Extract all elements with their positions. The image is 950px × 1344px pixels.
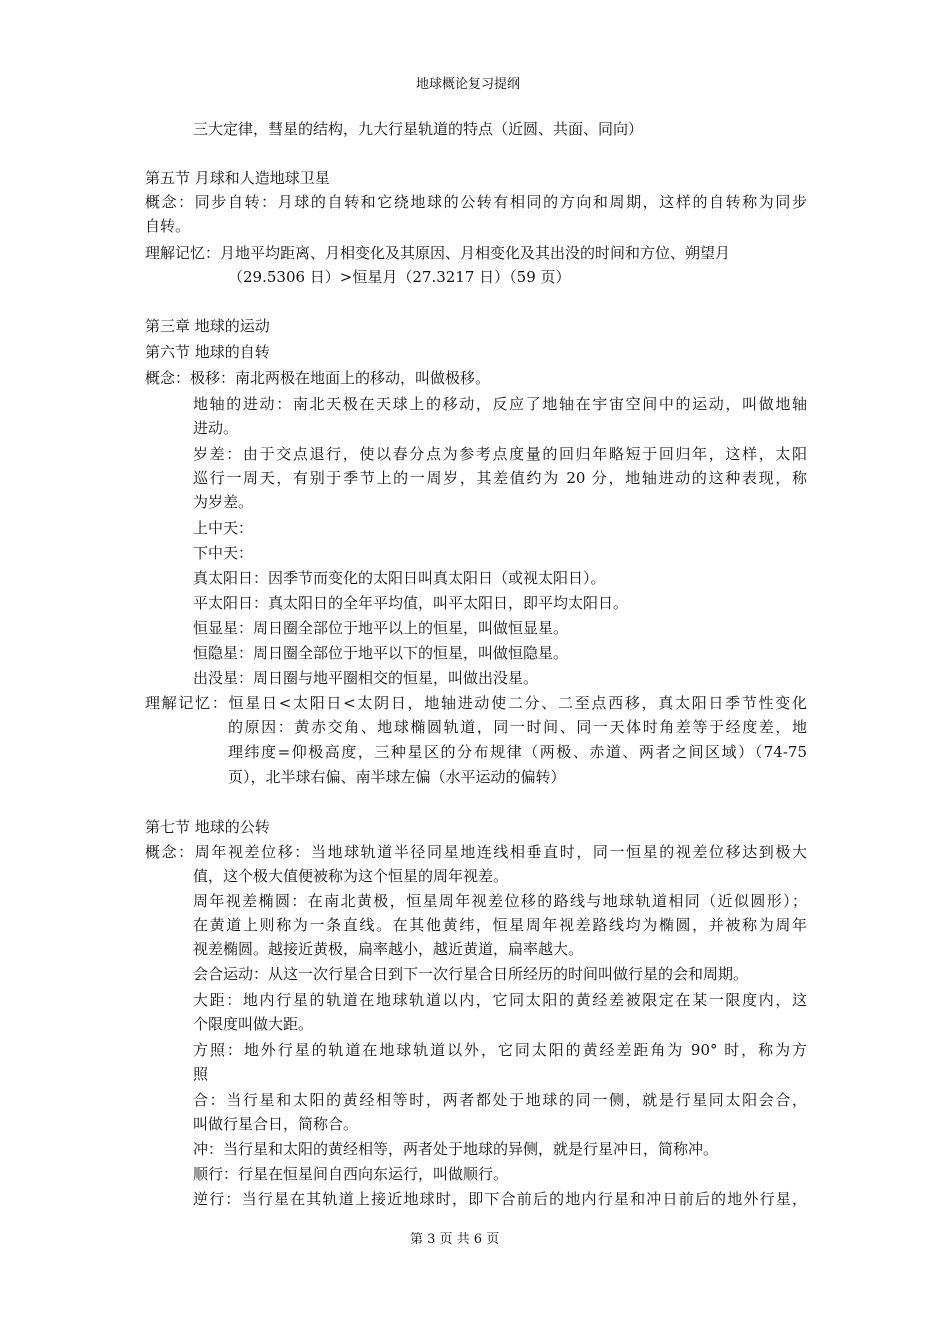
text-line: 视差椭圆。越接近黄极，扁率越小，越近黄道，扁率越大。 bbox=[193, 940, 584, 958]
text-line: 自转。 bbox=[145, 217, 191, 235]
text-line: 逆行：当行星在其轨道上接近地球时，即下合前后的地内行星和冲日前后的地外行星， bbox=[193, 1190, 807, 1208]
text-line: 概念：同步自转：月球的自转和它绕地球的公转有相同的方向和周期，这样的自转称为同步 bbox=[145, 193, 807, 211]
text-line: 在黄道上则称为一条直线。在其他黄纬，恒星周年视差路线均为椭圆，并被称为周年 bbox=[193, 916, 807, 934]
section-heading: 第五节 月球和人造地球卫星 bbox=[145, 169, 330, 187]
text-line: 巡行一周天，有别于季节上的一周岁，其差值约为 20 分，地轴进动的这种表现，称 bbox=[193, 469, 807, 487]
text-line: 概念：周年视差位移：当地球轨道半径同星地连线相垂直时，同一恒星的视差位移达到极大 bbox=[145, 843, 807, 861]
text-line: 为岁差。 bbox=[193, 493, 254, 511]
page-footer: 第 3 页 共 6 页 bbox=[410, 1232, 500, 1247]
text-line: 顺行：行星在恒星间自西向东运行，叫做顺行。 bbox=[193, 1165, 509, 1183]
text-line: 真太阳日：因季节而变化的太阳日叫真太阳日（或视太阳日）。 bbox=[193, 569, 606, 587]
text-line: 叫做行星合日，简称合。 bbox=[193, 1115, 359, 1133]
text-line: 下中天： bbox=[193, 544, 254, 562]
text-line: 出没星：周日圈与地平圈相交的恒星，叫做出没星。 bbox=[193, 669, 539, 687]
text-line: 冲：当行星和太阳的黄经相等，两者处于地球的异侧，就是行星冲日，简称冲。 bbox=[193, 1140, 719, 1158]
text-line: 三大定律，彗星的结构，九大行星轨道的特点（近圆、共面、同向） bbox=[193, 120, 644, 138]
text-line: 页），北半球右偏、南半球左偏（水平运动的偏转） bbox=[228, 768, 566, 786]
text-line: 大距：地内行星的轨道在地球轨道以内，它同太阳的黄经差被限定在某一限度内，这 bbox=[193, 991, 807, 1009]
text-line: 理解记忆：恒星日<太阳日<太阴日，地轴进动使二分、二至点西移，真太阳日季节性变化 bbox=[145, 694, 807, 712]
text-line: 理纬度=仰极高度，三种星区的分布规律（两极、赤道、两者之间区域）（74-75 bbox=[228, 743, 807, 761]
text-line: 地轴的进动：南北天极在天球上的移动，反应了地轴在宇宙空间中的运动，叫做地轴 bbox=[193, 395, 807, 413]
page-header: 地球概论复习提纲 bbox=[416, 77, 521, 92]
text-line: 平太阳日：真太阳日的全年平均值，叫平太阳日，即平均太阳日。 bbox=[193, 594, 629, 612]
text-line: （29.5306 日）>恒星月（27.3217 日）（59 页） bbox=[228, 268, 571, 286]
text-line: 上中天： bbox=[193, 519, 254, 537]
text-line: 照 bbox=[193, 1065, 209, 1083]
text-line: 的原因：黄赤交角、地球椭圆轨道，同一时间、同一天体时角差等于经度差，地 bbox=[228, 718, 807, 736]
text-line: 方照：地外行星的轨道在地球轨道以外，它同太阳的黄经差距角为 90° 时，称为方 bbox=[193, 1041, 807, 1059]
text-line: 岁差：由于交点退行，使以春分点为参考点度量的回归年略短于回归年，这样，太阳 bbox=[193, 445, 807, 463]
section-heading: 第六节 地球的自转 bbox=[145, 343, 270, 361]
chapter-heading: 第三章 地球的运动 bbox=[145, 317, 270, 335]
text-line: 合：当行星和太阳的黄经相等时，两者都处于地球的同一侧，就是行星同太阳会合， bbox=[193, 1091, 807, 1109]
text-line: 恒隐星：周日圈全部位于地平以下的恒星，叫做恒隐星。 bbox=[193, 644, 569, 662]
text-line: 个限度叫做大距。 bbox=[193, 1015, 314, 1033]
text-line: 周年视差椭圆：在南北黄极，恒星周年视差位移的路线与地球轨道相同（近似圆形）； bbox=[193, 892, 807, 910]
section-heading: 第七节 地球的公转 bbox=[145, 818, 270, 836]
text-line: 会合运动：从这一次行星合日到下一次行星合日所经历的时间叫做行星的会和周期。 bbox=[193, 965, 749, 983]
text-line: 理解记忆：月地平均距离、月相变化及其原因、月相变化及其出没的时间和方位、朔望月 bbox=[145, 244, 731, 262]
text-line: 概念：极移：南北两极在地面上的移动，叫做极移。 bbox=[145, 369, 491, 387]
text-line: 进动。 bbox=[193, 419, 239, 437]
text-line: 值，这个极大值便被称为这个恒星的周年视差。 bbox=[193, 867, 509, 885]
text-line: 恒显星：周日圈全部位于地平以上的恒星，叫做恒显星。 bbox=[193, 619, 569, 637]
